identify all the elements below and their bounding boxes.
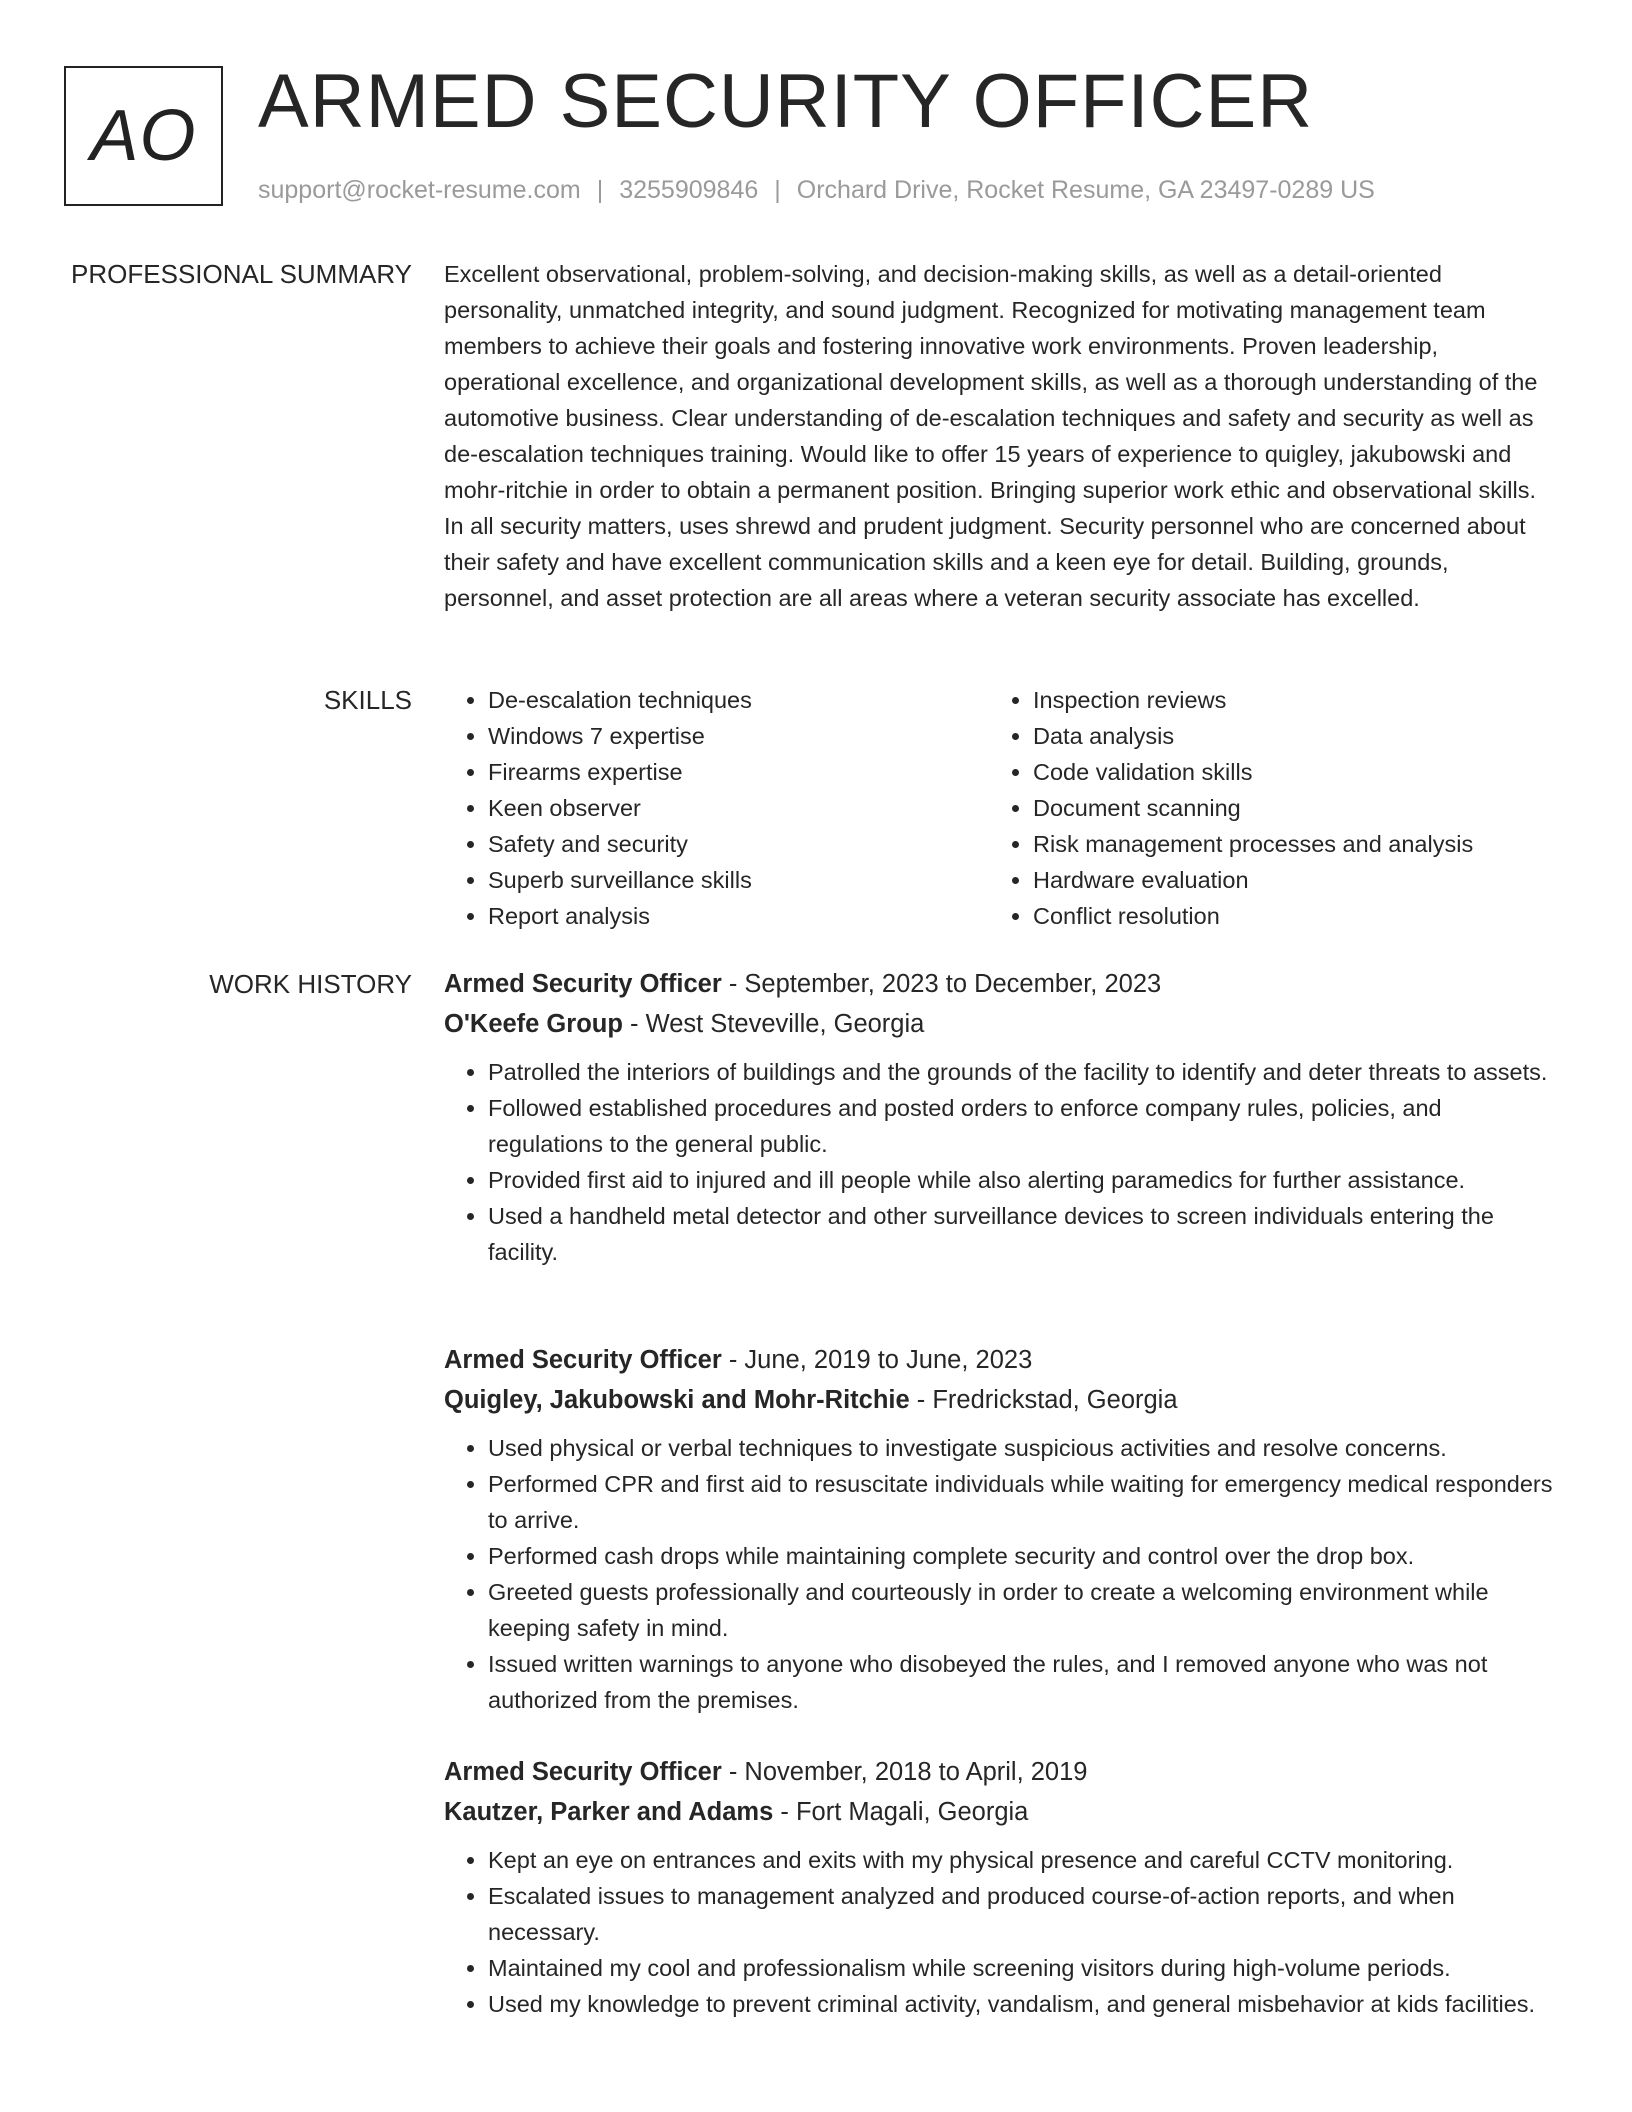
job-title-line: [444, 1752, 1556, 1792]
list-item: • Greeted guests professionally and courteously in order to create a welcoming environment while keeping safety in mind.: [488, 1574, 1556, 1646]
job-title-line: [444, 1340, 1556, 1380]
section-label-work-history: WORK HISTORY: [209, 969, 412, 999]
job-title: Armed Security Officer: [444, 1346, 722, 1374]
job-bullets: [444, 1430, 1556, 1718]
list-item: • Kept an eye on entrances and exits with my physical presence and careful CCTV monitoring.: [488, 1842, 1556, 1878]
list-item: • Inspection reviews: [1033, 682, 1534, 718]
list-item: • Code validation skills: [1033, 754, 1534, 790]
contact-line: [258, 174, 1375, 206]
contact-phone: 3255909846: [619, 176, 759, 204]
job-title-line: [444, 964, 1556, 1004]
list-item: • Firearms expertise: [488, 754, 989, 790]
job-entry: [444, 1752, 1556, 2022]
job-location: - Fredrickstad, Georgia: [909, 1386, 1178, 1414]
list-item: • Windows 7 expertise: [488, 718, 989, 754]
job-bullets: [444, 1054, 1556, 1270]
section-label-professional-summary: PROFESSIONAL SUMMARY: [71, 259, 412, 289]
list-item: • Followed established procedures and posted orders to enforce company rules, policies, and regulations to the general public.: [488, 1090, 1556, 1162]
job-company-line: [444, 1792, 1556, 1832]
list-item: • Data analysis: [1033, 718, 1534, 754]
list-item: • Superb surveillance skills: [488, 862, 989, 898]
job-location: - Fort Magali, Georgia: [773, 1798, 1029, 1826]
job-company: O'Keefe Group: [444, 1010, 623, 1038]
skills-grid: [444, 682, 1556, 934]
list-item: • Patrolled the interiors of buildings and the grounds of the facility to identify and deter threats to assets.: [488, 1054, 1556, 1090]
job-title: Armed Security Officer: [444, 1758, 722, 1786]
job-company: Quigley, Jakubowski and Mohr-Ritchie: [444, 1386, 910, 1414]
list-item: • Performed CPR and first aid to resuscitate individuals while waiting for emergency medical responders to arrive.: [488, 1466, 1556, 1538]
job-dates: - September, 2023 to December, 2023: [721, 970, 1162, 998]
list-item: • De-escalation techniques: [488, 682, 989, 718]
skills-section: [444, 682, 1556, 934]
monogram-initials: AO: [90, 96, 197, 176]
list-item: • Performed cash drops while maintaining complete security and control over the drop box.: [488, 1538, 1556, 1574]
list-item: • Safety and security: [488, 826, 989, 862]
list-item: • Escalated issues to management analyzed and produced course-of-action reports, and when necessary.: [488, 1878, 1556, 1950]
list-item: • Conflict resolution: [1033, 898, 1534, 934]
list-item: • Used a handheld metal detector and other surveillance devices to screen individuals entering the facility.: [488, 1198, 1556, 1270]
resume-name-title: ARMED SECURITY OFFICER: [258, 59, 1314, 144]
summary-section: [444, 256, 1556, 616]
list-item: • Risk management processes and analysis: [1033, 826, 1534, 862]
job-dates: - June, 2019 to June, 2023: [721, 1346, 1033, 1374]
list-item: • Issued written warnings to anyone who disobeyed the rules, and I removed anyone who was not authorized from the premises.: [488, 1646, 1556, 1718]
list-item: • Document scanning: [1033, 790, 1534, 826]
list-item: • Maintained my cool and professionalism while screening visitors during high-volume periods.: [488, 1950, 1556, 1986]
job-entry: [444, 1340, 1556, 1718]
job-title: Armed Security Officer: [444, 970, 722, 998]
contact-address: Orchard Drive, Rocket Resume, GA 23497-0289 US: [796, 176, 1375, 204]
job-dates: - November, 2018 to April, 2019: [721, 1758, 1088, 1786]
contact-separator: |: [596, 176, 604, 204]
section-label-skills: SKILLS: [323, 685, 412, 715]
job-entry: [444, 964, 1556, 1270]
job-location: - West Steveville, Georgia: [622, 1010, 925, 1038]
job-company: Kautzer, Parker and Adams: [444, 1798, 774, 1826]
contact-separator: |: [774, 176, 781, 204]
skills-list-right: [989, 682, 1534, 934]
list-item: • Keen observer: [488, 790, 989, 826]
summary-text: Excellent observational, problem-solving, and decision-making skills, as well as a detail-oriented personality, unmatched integrity, and sound judgment. Recognized for motivating management team members to achieve their goals and fostering innovative work environments. Proven leadership, operational excellence, and organizational development skills, as well as a thorough understanding of the automotive business. Clear understanding of de-escalation techniques and safety and security as well as de-escalation techniques training. Would like to offer 15 years of experience to quigley, jakubowski and mohr-ritchie in order to obtain a permanent position. Bringing superior work ethic and observational skills. In all security matters, uses shrewd and prudent judgment. Security personnel who are concerned about their safety and have excellent communication skills and a keen eye for detail. Building, grounds, personnel, and asset protection are all areas where a veteran security associate has excelled.: [444, 261, 1538, 611]
skills-list-left: [444, 682, 989, 934]
contact-email: support@rocket-resume.com: [258, 176, 581, 204]
list-item: • Hardware evaluation: [1033, 862, 1534, 898]
list-item: • Used my knowledge to prevent criminal activity, vandalism, and general misbehavior at kids facilities.: [488, 1986, 1556, 2022]
job-bullets: [444, 1842, 1556, 2022]
job-company-line: [444, 1004, 1556, 1044]
list-item: • Provided first aid to injured and ill people while also alerting paramedics for further assistance.: [488, 1162, 1556, 1198]
list-item: • Report analysis: [488, 898, 989, 934]
list-item: • Used physical or verbal techniques to investigate suspicious activities and resolve concerns.: [488, 1430, 1556, 1466]
job-company-line: [444, 1380, 1556, 1420]
monogram-box: [64, 66, 223, 206]
